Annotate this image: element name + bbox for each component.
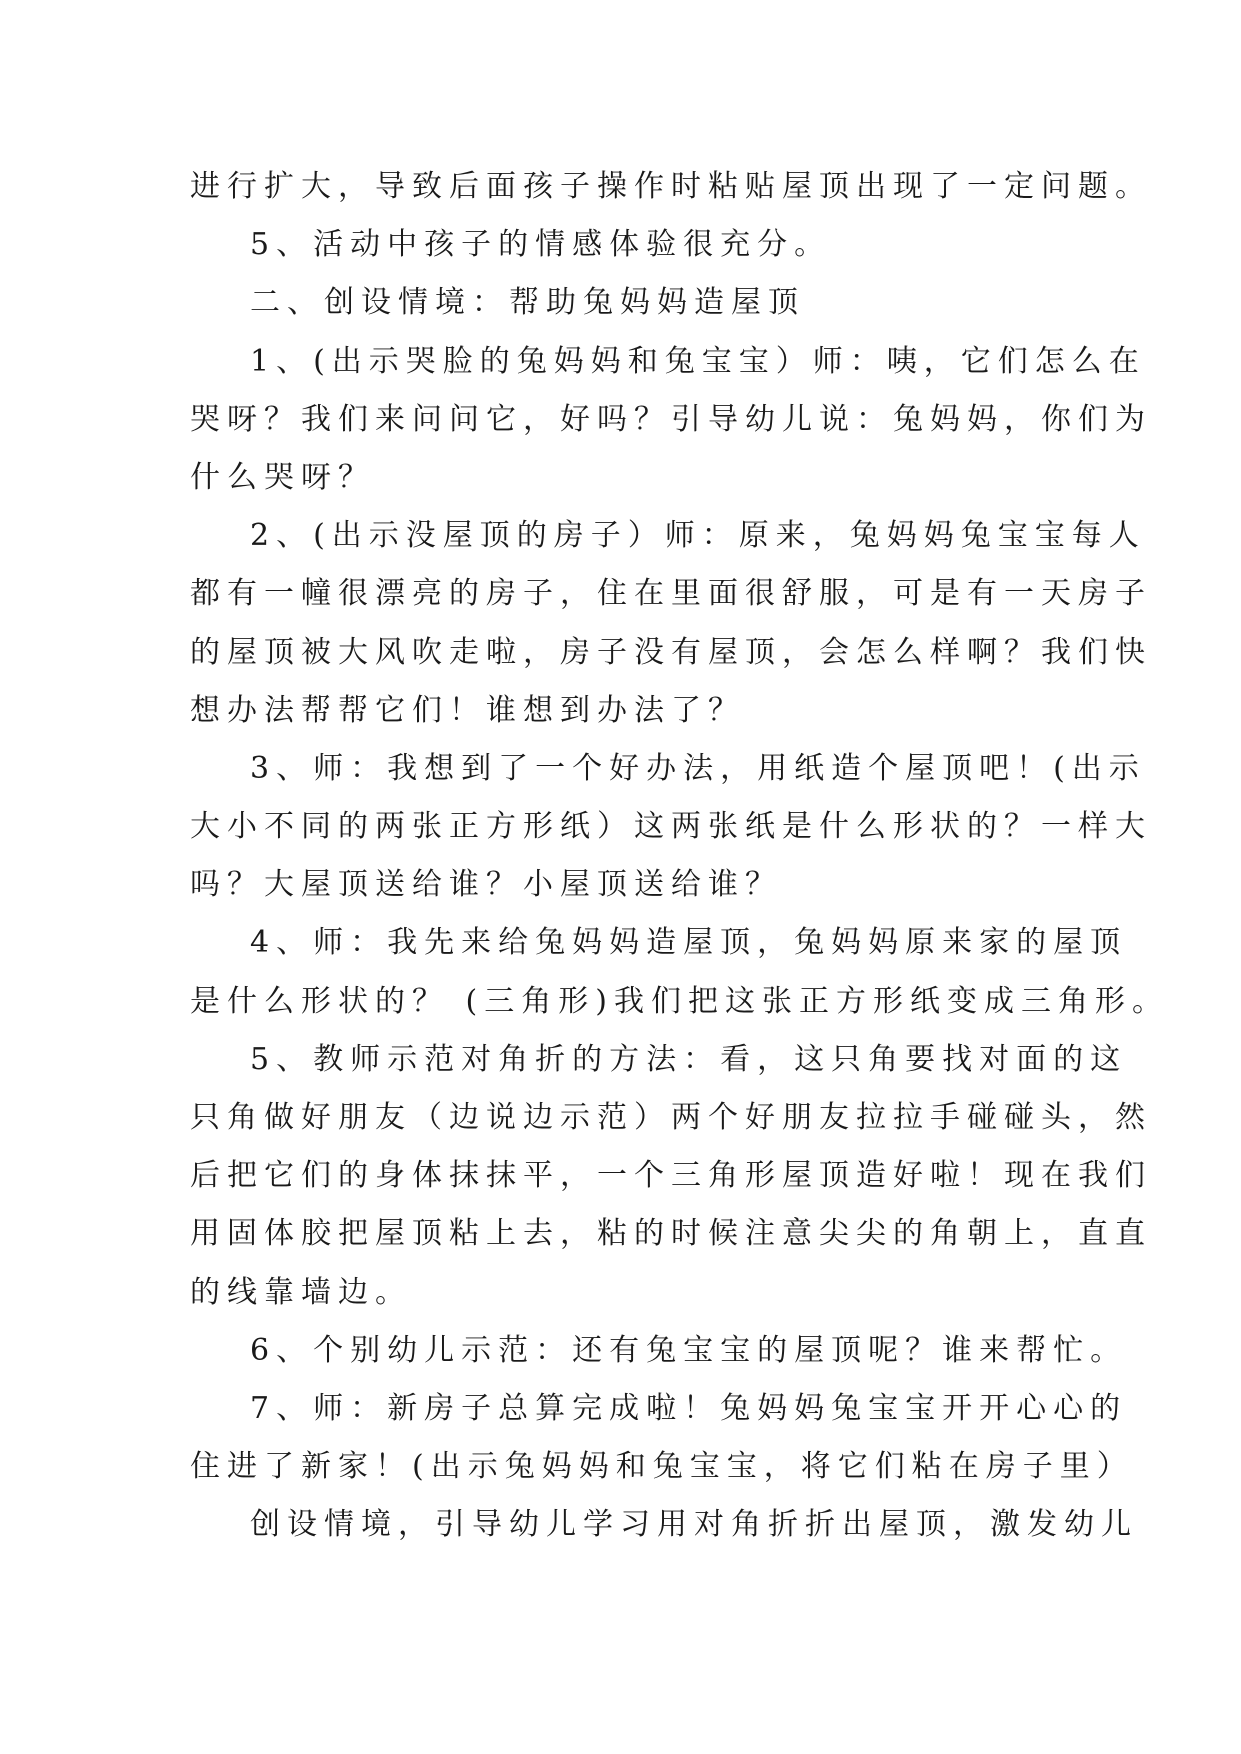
- text-line: 哭呀？我们来问问它，好吗？引导幼儿说：兔妈妈，你们为: [190, 401, 1152, 437]
- text-line: 二、创设情境：帮助兔妈妈造屋顶: [250, 285, 805, 321]
- text-line: 什么哭呀？: [190, 459, 375, 495]
- text-line: 2、(出示没屋顶的房子）师：原来，兔妈妈兔宝宝每人: [250, 518, 1146, 554]
- text-line: 大小不同的两张正方形纸）这两张纸是什么形状的？一样大: [190, 809, 1152, 845]
- text-line: 住进了新家！(出示兔妈妈和兔宝宝，将它们粘在房子里）: [190, 1449, 1134, 1485]
- text-line: 7、师：新房子总算完成啦！兔妈妈兔宝宝开开心心的: [250, 1390, 1128, 1426]
- text-line: 用固体胶把屋顶粘上去，粘的时候注意尖尖的角朝上，直直: [190, 1216, 1152, 1252]
- text-line: 4、师：我先来给兔妈妈造屋顶，兔妈妈原来家的屋顶: [250, 925, 1128, 961]
- text-line: 3、师：我想到了一个好办法，用纸造个屋顶吧！(出示: [250, 750, 1146, 786]
- text-line: 1、(出示哭脸的兔妈妈和兔宝宝）师：咦，它们怎么在: [250, 343, 1146, 379]
- text-line: 后把它们的身体抹抹平，一个三角形屋顶造好啦！现在我们: [190, 1158, 1152, 1194]
- text-line: 进行扩大，导致后面孩子操作时粘贴屋顶出现了一定问题。: [190, 169, 1152, 204]
- text-line: 吗？大屋顶送给谁？小屋顶送给谁？: [190, 867, 782, 903]
- document-body: [190, 158, 1169, 1555]
- text-line: 5、教师示范对角折的方法：看，这只角要找对面的这: [250, 1041, 1128, 1077]
- text-line: 的线靠墙边。: [190, 1274, 412, 1310]
- text-line: 6、个别幼儿示范：还有兔宝宝的屋顶呢？谁来帮忙。: [250, 1332, 1128, 1368]
- text-line: 想办法帮帮它们！谁想到办法了？: [190, 692, 745, 728]
- text-line: 是什么形状的？ (三角形)我们把这张正方形纸变成三角形。: [190, 983, 1169, 1019]
- text-line: 的屋顶被大风吹走啦，房子没有屋顶，会怎么样啊？我们快: [190, 634, 1152, 670]
- text-line: 创设情境，引导幼儿学习用对角折折出屋顶，激发幼儿: [250, 1507, 1138, 1543]
- text-line: 只角做好朋友（边说边示范）两个好朋友拉拉手碰碰头，然: [190, 1100, 1152, 1135]
- text-line: 都有一幢很漂亮的房子，住在里面很舒服，可是有一天房子: [190, 576, 1152, 612]
- text-line: 5、活动中孩子的情感体验很充分。: [250, 227, 832, 263]
